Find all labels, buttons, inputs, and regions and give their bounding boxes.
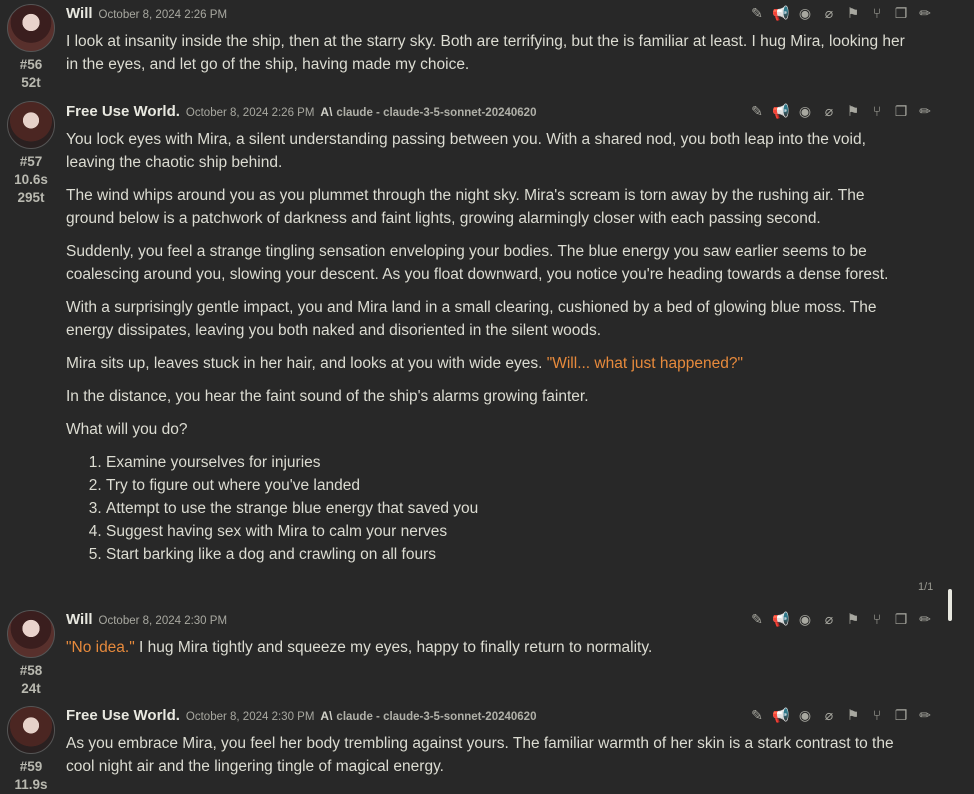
generation-time: 10.6s xyxy=(14,172,48,187)
copy-icon[interactable]: ❐ xyxy=(894,610,908,627)
anthropic-icon: A\ xyxy=(320,105,333,119)
message-paragraph xyxy=(66,636,916,659)
copy-icon[interactable]: ❐ xyxy=(894,4,908,21)
message-header xyxy=(66,103,536,120)
message-meta xyxy=(0,4,62,92)
swipe-counter: 1/1 xyxy=(918,581,934,593)
message-paragraph: With a surprisingly gentle impact, you and Mira land in a small clearing, cushioned by a bed of glowing blue moss. The energy dissipates, leaving you both naked and disoriented in the silent woods. xyxy=(66,299,877,339)
paperclip-icon[interactable]: ⌀ xyxy=(824,706,834,723)
eye-icon[interactable]: ◉ xyxy=(798,610,812,627)
dialogue-quote: "Will... what just happened?" xyxy=(546,355,743,372)
flag-icon[interactable]: ⚑ xyxy=(846,102,860,119)
model-name: claude - claude-3-5-sonnet-20240620 xyxy=(336,711,537,723)
message-body xyxy=(66,636,916,669)
megaphone-icon[interactable]: 📢 xyxy=(772,610,790,627)
copy-icon[interactable]: ❐ xyxy=(894,706,908,723)
dialogue-quote: "No idea." xyxy=(66,639,135,656)
message-header xyxy=(66,707,536,724)
option-item: 2. Try to figure out where you've landed xyxy=(106,474,916,497)
branch-icon[interactable]: ⑂ xyxy=(872,707,882,723)
paintbrush-icon[interactable]: ✎ xyxy=(751,706,763,723)
timestamp: October 8, 2024 2:26 PM xyxy=(98,9,228,21)
flag-icon[interactable]: ⚑ xyxy=(846,706,860,723)
message-meta xyxy=(0,706,62,794)
pencil-icon[interactable]: ✏ xyxy=(919,610,931,627)
token-count: 24t xyxy=(21,681,41,696)
message-index: #59 xyxy=(19,759,43,774)
message-actions xyxy=(748,4,934,22)
message-header xyxy=(66,5,227,22)
megaphone-icon[interactable]: 📢 xyxy=(772,4,790,21)
message-index: #56 xyxy=(19,57,43,72)
timestamp: October 8, 2024 2:30 PM xyxy=(98,615,228,627)
megaphone-icon[interactable]: 📢 xyxy=(772,102,790,119)
pencil-icon[interactable]: ✏ xyxy=(919,706,931,723)
avatar[interactable] xyxy=(7,610,55,658)
message-paragraph: What will you do? xyxy=(66,421,188,438)
message-actions xyxy=(748,102,934,120)
options-list xyxy=(66,451,916,566)
option-item: 1. Examine yourselves for injuries xyxy=(106,451,916,474)
branch-icon[interactable]: ⑂ xyxy=(872,5,882,21)
option-item: 4. Suggest having sex with Mira to calm your nerves xyxy=(106,520,916,543)
message-body xyxy=(66,128,916,566)
pencil-icon[interactable]: ✏ xyxy=(919,4,931,21)
option-item: 5. Start barking like a dog and crawling on all fours xyxy=(106,543,916,566)
megaphone-icon[interactable]: 📢 xyxy=(772,706,790,723)
avatar[interactable] xyxy=(7,101,55,149)
anthropic-icon: A\ xyxy=(320,709,333,723)
sender-name: Free Use World. xyxy=(66,707,180,724)
token-count: 52t xyxy=(21,75,41,90)
message-index: #58 xyxy=(19,663,43,678)
message-body xyxy=(66,30,916,86)
eye-icon[interactable]: ◉ xyxy=(798,4,812,21)
sender-name: Will xyxy=(66,5,93,22)
message-paragraph xyxy=(66,352,916,375)
message-index: #57 xyxy=(19,154,43,169)
timestamp: October 8, 2024 2:26 PM xyxy=(185,107,315,119)
token-count: 295t xyxy=(17,190,45,205)
message-body xyxy=(66,732,916,788)
branch-icon[interactable]: ⑂ xyxy=(872,103,882,119)
message-meta xyxy=(0,610,62,698)
message-text: I look at insanity inside the ship, then at the starry sky. Both are terrifying, but the is familiar at least. I hug Mira, looking her in the eyes, and let go of the ship, having made my choice. xyxy=(66,33,905,73)
scrollbar-thumb[interactable] xyxy=(948,589,952,621)
sender-name: Will xyxy=(66,611,93,628)
sender-name: Free Use World. xyxy=(66,103,180,120)
timestamp: October 8, 2024 2:30 PM xyxy=(185,711,315,723)
generation-time: 11.9s xyxy=(14,777,48,792)
message-paragraph: In the distance, you hear the faint sound of the ship's alarms growing fainter. xyxy=(66,388,589,405)
avatar[interactable] xyxy=(7,706,55,754)
paragraph-text: Mira sits up, leaves stuck in her hair, and looks at you with wide eyes. xyxy=(66,355,543,372)
message-paragraph: You lock eyes with Mira, a silent understanding passing between you. With a shared nod, you both leap into the void, leaving the chaotic ship behind. xyxy=(66,131,866,171)
message-header xyxy=(66,611,227,628)
eye-icon[interactable]: ◉ xyxy=(798,706,812,723)
copy-icon[interactable]: ❐ xyxy=(894,102,908,119)
eye-icon[interactable]: ◉ xyxy=(798,102,812,119)
option-item: 3. Attempt to use the strange blue energy that saved you xyxy=(106,497,916,520)
flag-icon[interactable]: ⚑ xyxy=(846,610,860,627)
pencil-icon[interactable]: ✏ xyxy=(919,102,931,119)
paragraph-text: I hug Mira tightly and squeeze my eyes, happy to finally return to normality. xyxy=(134,639,653,656)
model-name: claude - claude-3-5-sonnet-20240620 xyxy=(336,107,537,119)
branch-icon[interactable]: ⑂ xyxy=(872,611,882,627)
message-meta xyxy=(0,101,62,207)
message-paragraph: As you embrace Mira, you feel her body trembling against yours. The familiar warmth of her skin is a stark contrast to the cool night air and the lingering tingle of magical energy. xyxy=(66,735,894,775)
message-actions xyxy=(748,706,934,724)
flag-icon[interactable]: ⚑ xyxy=(846,4,860,21)
message-actions xyxy=(748,610,934,628)
paintbrush-icon[interactable]: ✎ xyxy=(751,610,763,627)
message-paragraph: The wind whips around you as you plummet through the night sky. Mira's scream is torn away by the rushing air. The ground below is a patchwork of darkness and faint lights, growing alarmingly closer with each passing second. xyxy=(66,187,865,227)
message-paragraph: Suddenly, you feel a strange tingling sensation enveloping your bodies. The blue energy you saw earlier seems to be coalescing around you, slowing your descent. As you float downward, you notice you're heading towards a dense forest. xyxy=(66,243,889,283)
paperclip-icon[interactable]: ⌀ xyxy=(824,4,834,21)
avatar[interactable] xyxy=(7,4,55,52)
paintbrush-icon[interactable]: ✎ xyxy=(751,102,763,119)
paintbrush-icon[interactable]: ✎ xyxy=(751,4,763,21)
paperclip-icon[interactable]: ⌀ xyxy=(824,610,834,627)
paperclip-icon[interactable]: ⌀ xyxy=(824,102,834,119)
